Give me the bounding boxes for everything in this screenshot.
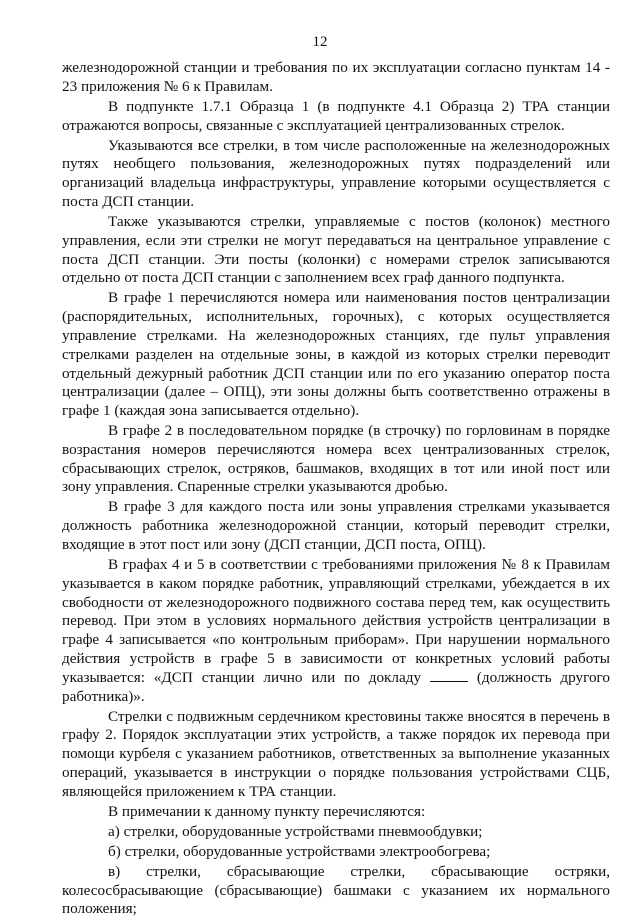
paragraph-columns-4-5-text: В графах 4 и 5 в соответствии с требованиями приложения № 8 к Правилам указывается в каком порядке работник, управляющий стрелками, убеждается в их свободности от железнодорожного подвижного состава перед тем, как осуществить перевод. При этом в условиях нормального действия устройств централизации в графе 4 записывается «по контрольным приборам». При нарушении нормального действия устройств в графе 5 в зависимости от конкретных условий работы указывается: «ДСП станции лично или по докладу [62, 556, 610, 686]
list-item-a: а) стрелки, оборудованные устройствами пневмообдувки; [108, 822, 483, 840]
page-number: 12 [312, 34, 328, 50]
paragraph-subpoint-1-7-1: В подпункте 1.7.1 Образца 1 (в подпункте 4.1 Образца 2) ТРА станции отражаются вопросы, связанные с эксплуатацией централизованных стрелок. [62, 97, 610, 134]
paragraph-column-3: В графе 3 для каждого поста или зоны управления стрелками указывается должность работника железнодорожной станции, который переводит стрелки, входящие в этот пост или зону (ДСП станции, ДСП поста, ОПЦ). [62, 498, 610, 554]
paragraph-notes-intro: В примечании к данному пункту перечисляются: [108, 802, 426, 820]
paragraph-local-control: Также указываются стрелки, управляемые с постов (колонок) местного управления, если эти стрелки не могут передаваться на центральное управление с поста ДСП станции. Эти посты (колонки) с номерами стрелок записываются отдельно от поста ДСП станции с заполнением всех граф данного подпункта. [62, 212, 610, 287]
paragraph-column-1: В графе 1 перечисляются номера или наименования постов централизации (распорядительных, исполнительных, горочных), с которых осуществляется управление стрелками. На железнодорожных станциях, где пульт управления стрелками разделен на отдельные зоны, в каждой из которых стрелки переводит отдельный дежурный работник ДСП станции или по его указанию оператор поста централизации (далее – ОПЦ), эти зоны должны быть соответственно отражены в графе 1 (каждая зона записывается отдельно). [62, 289, 610, 420]
list-item-b: б) стрелки, оборудованные устройствами электрообогрева; [108, 842, 491, 860]
paragraph-all-switches: Указываются все стрелки, в том числе расположенные на железнодорожных путях необщего пользования, железнодорожных путях подразделений или организаций владельца инфраструктуры, управление которыми осуществляется с поста ДСП станции. [62, 136, 610, 210]
document-body [62, 59, 610, 920]
paragraph-continuation: железнодорожной станции и требования по их эксплуатации согласно пунктам 14 - 23 приложения № 6 к Правилам. [62, 59, 610, 95]
fill-in-blank [430, 669, 468, 682]
paragraph-movable-frog: Стрелки с подвижным сердечником крестовины также вносятся в перечень в графу 2. Порядок эксплуатации этих устройств, а также порядок их перевода при помощи курбеля с указанием работников, ответственных за выполнение указанных операций, указывается в инструкции о порядке пользования устройствами СЦБ, являющейся приложением к ТРА станции. [62, 707, 610, 800]
list-item-v: в) стрелки, сбрасывающие стрелки, сбрасывающие остряки, колесосбрасывающие (сбрасывающие) башмаки с указанием их нормального положения; [62, 862, 610, 918]
paragraph-column-2: В графе 2 в последовательном порядке (в строчку) по горловинам в порядке возрастания номеров перечисляются номера всех централизованных стрелок, сбрасывающих стрелок, остряков, башмаков, входящих в тот или иной пост или зону управления. Спаренные стрелки указываются дробью. [62, 422, 610, 496]
paragraph-columns-4-5 [62, 556, 610, 706]
paragraph-columns-4-5-tail: (должность другого работника)». [62, 668, 610, 705]
